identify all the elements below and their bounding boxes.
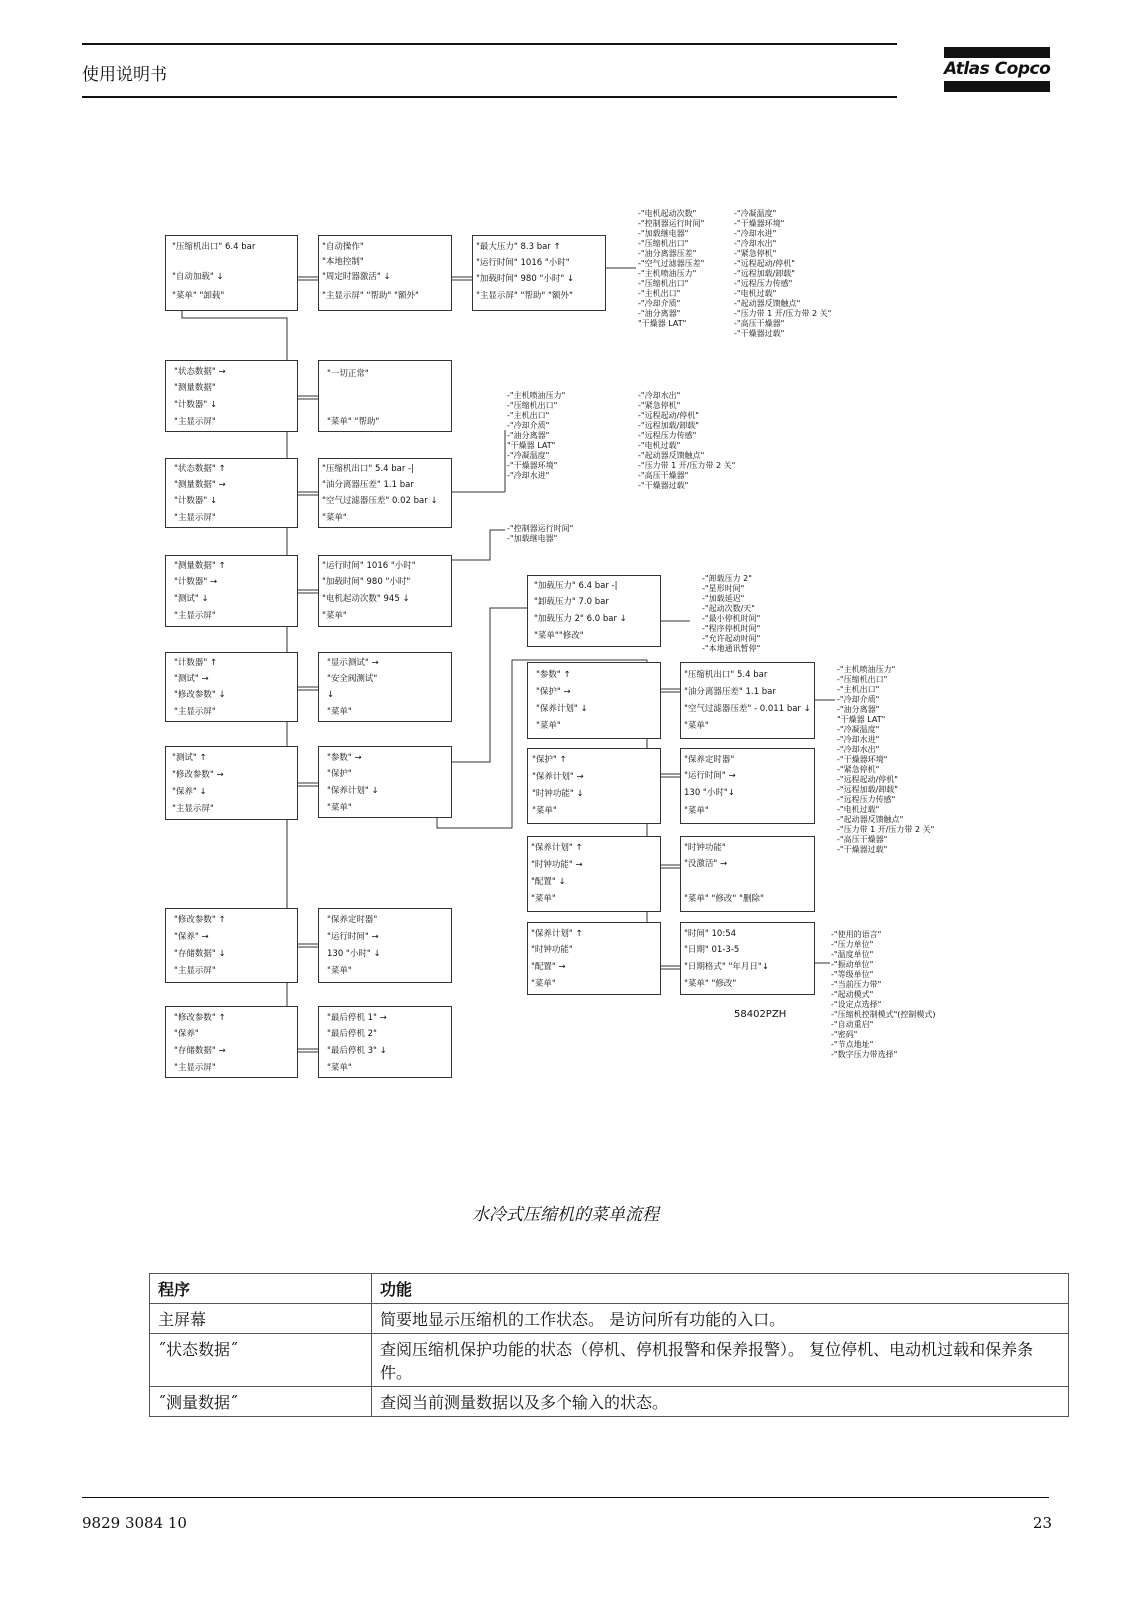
- box-line: "参数" →: [327, 753, 362, 763]
- table-cell: ˝测量数据˝: [150, 1387, 372, 1417]
- box-line: "菜单""修改": [534, 631, 584, 641]
- box-line: "加载压力 2" 6.0 bar ↓: [534, 614, 627, 624]
- menu-box-service-timer: [318, 908, 452, 983]
- box-line: 130 "小时"↓: [684, 788, 735, 798]
- box-line: "没激活" →: [684, 859, 728, 869]
- box-line: "时间" 10:54: [684, 929, 737, 939]
- box-line: ↓: [327, 690, 335, 700]
- box-line: "测试" ↑: [172, 753, 207, 763]
- box-line: "油分离器压差" 1.1 bar: [322, 480, 414, 490]
- note-list: -"冷却水出" -"紧急停机" -"远程起动/停机" -"远程加载/卸载" -"远程压力传感" -"电机过载" -"起动器反馈触点" -"压力带 1 开/压力带 2 关" -"高压干燥器" -"干燥器过载": [638, 391, 736, 490]
- box-line: "计数器" ↓: [174, 400, 218, 410]
- figure-code: 58402PZH: [734, 1009, 787, 1020]
- box-line: "保养定时器": [684, 755, 735, 765]
- box-line: "菜单" "卸载": [172, 291, 225, 301]
- box-line: "电机起动次数" 945 ↓: [322, 594, 410, 604]
- box-line: "保护" ↑: [532, 755, 567, 765]
- function-table: [149, 1273, 1069, 1417]
- box-line: "时钟功能" ↓: [532, 789, 584, 799]
- table-cell: ˝状态数据˝: [150, 1334, 372, 1387]
- menu-box-load-pressure: [527, 575, 661, 647]
- box-line: "保养" →: [174, 932, 209, 942]
- box-line: "显示测试" →: [327, 658, 379, 668]
- menu-box-all-ok: [318, 360, 452, 432]
- box-line: "最后停机 1" →: [327, 1013, 387, 1023]
- box-line: "配置" →: [531, 962, 566, 972]
- box-line: "菜单": [322, 513, 347, 523]
- menu-box-time-date: [680, 922, 815, 995]
- box-line: "时钟功能": [531, 945, 573, 955]
- box-line: "保养": [174, 1029, 199, 1039]
- menu-box-protection-values: [680, 662, 815, 739]
- logo-text: Atlas Copco: [944, 59, 1051, 79]
- menu-box-last-shutdowns: [318, 1006, 452, 1078]
- table-header-row: [150, 1274, 1069, 1304]
- box-line: "存储数据" →: [174, 1046, 226, 1056]
- note-list: -"主机喷油压力" -"压缩机出口" -"主机出口" -"冷却介质" -"油分离器" "干燥器 LAT" -"冷凝温度" -"冷却水进" -"冷却水出" -"干燥器环境" -"紧急停机" -"远程起动/停机" -"远程加载/卸载" -"远程压力传感" -"电机过载" -"起动器反馈触点" -"压力带 1 开/压力带 2 关" -"高压干燥器" -"干燥器过载": [837, 665, 935, 854]
- box-line: "保养" ↓: [172, 787, 207, 797]
- box-line: "菜单": [322, 611, 347, 621]
- table-row: [150, 1387, 1069, 1417]
- box-line: "菜单": [327, 1063, 352, 1073]
- box-line: "修改参数" →: [172, 770, 224, 780]
- box-line: "测量数据": [174, 383, 216, 393]
- box-line: "加载时间" 980 "小时" ↓: [476, 274, 575, 284]
- box-line: "最大压力" 8.3 bar ↑: [476, 242, 561, 252]
- box-line: "保养计划" ↓: [327, 786, 379, 796]
- table-row: [150, 1334, 1069, 1387]
- box-line: "菜单": [684, 721, 709, 731]
- box-line: "主显示屏": [174, 966, 216, 976]
- box-line: "菜单" "修改" "删除": [684, 894, 764, 904]
- box-line: "保养计划" ↑: [531, 843, 583, 853]
- box-line: "运行时间" →: [684, 771, 736, 781]
- box-line: "测试" →: [174, 674, 209, 684]
- box-line: "安全阀测试": [327, 674, 378, 684]
- menu-box-measured-values: [318, 458, 452, 528]
- box-line: "自动加载" ↓: [172, 272, 224, 282]
- menu-box-display-test: [318, 652, 452, 722]
- table-cell: 主屏幕: [150, 1304, 372, 1334]
- note-list: -"主机喷油压力" -"压缩机出口" -"主机出口" -"冷却介质" -"油分离器" "干燥器 LAT" -"冷凝温度" -"干燥器环境" -"冷却水进": [507, 391, 566, 480]
- menu-box-parameter-nav: [527, 662, 661, 739]
- menu-box-test: [165, 746, 298, 820]
- box-line: "压缩机出口" 6.4 bar: [172, 242, 256, 252]
- menu-box-config-nav: [527, 922, 661, 995]
- table-row: [150, 1304, 1069, 1334]
- box-line: "最后停机 3" ↓: [327, 1046, 387, 1056]
- note-list: -"卸载压力 2" -"星形时间" -"加载延迟" -"起动次数/天" -"最小停机时间" -"程序停机时间" -"允许起动时间" -"本地通讯暂停": [702, 574, 761, 653]
- box-line: "主显示屏": [174, 707, 216, 717]
- box-line: "日期格式" "年月日"↓: [684, 962, 769, 972]
- box-line: "主显示屏": [174, 417, 216, 427]
- menu-box-counters: [165, 652, 298, 722]
- box-line: "测量数据" →: [174, 480, 226, 490]
- box-line: "油分离器压差" 1.1 bar: [684, 687, 776, 697]
- box-line: "菜单": [327, 803, 352, 813]
- box-line: "压缩机出口" 5.4 bar -|: [322, 464, 414, 474]
- box-line: "保养计划" ↑: [531, 929, 583, 939]
- note-list: -"冷凝温度" -"干燥器环境" -"冷却水进" -"冷却水出" -"紧急停机" -"远程起动/停机" -"远程加载/卸载" -"远程压力传感" -"电机过载" -"起动器反馈触点" -"压力带 1 开/压力带 2 关" -"高压干燥器" -"干燥器过载": [734, 209, 832, 338]
- box-line: "修改参数" ↑: [174, 915, 226, 925]
- box-line: "周定时器激活" ↓: [322, 272, 391, 282]
- box-line: "保养计划" →: [532, 772, 584, 782]
- box-line: "加载时间" 980 "小时": [322, 577, 411, 587]
- box-line: "计数器" ↓: [174, 496, 218, 506]
- document-number: 9829 3084 10: [82, 1514, 187, 1532]
- menu-box-parameters: [318, 746, 452, 818]
- menu-box-modify-params: [165, 908, 298, 983]
- box-line: "菜单": [536, 721, 561, 731]
- box-line: "主显示屏" "帮助" "额外": [322, 291, 419, 301]
- box-line: "最后停机 2": [327, 1029, 377, 1039]
- box-line: "菜单": [327, 707, 352, 717]
- box-line: "状态数据" →: [174, 367, 226, 377]
- menu-box-service-timer-2: [680, 748, 815, 824]
- box-line: "配置" ↓: [531, 877, 566, 887]
- box-line: "时钟功能": [684, 843, 726, 853]
- box-line: "自动操作": [322, 242, 364, 252]
- note-list: -"电机起动次数" -"控制器运行时间" -"加载继电器" -"压缩机出口" -"油分离器压差" -"空气过滤器压差" -"主机喷油压力" -"压缩机出口" -"主机出口" -"冷却介质" -"油分离器" "干燥器 LAT": [638, 209, 705, 328]
- box-line: "菜单": [531, 894, 556, 904]
- menu-box-status-data-2: [165, 458, 298, 528]
- box-line: "菜单": [327, 966, 352, 976]
- box-line: "加载压力" 6.4 bar -|: [534, 581, 618, 591]
- table-cell: 简要地显示压缩机的工作状态。 是访问所有功能的入口。: [372, 1304, 1069, 1334]
- table-header: 程序: [150, 1274, 372, 1304]
- figure-caption: 水冷式压缩机的菜单流程: [472, 1205, 659, 1225]
- menu-box-status-data: [165, 360, 298, 432]
- box-line: "运行时间" →: [327, 932, 379, 942]
- menu-box-main-screen: [165, 235, 298, 311]
- page-number: 23: [1032, 1514, 1052, 1532]
- menu-box-protection-nav: [527, 748, 661, 824]
- box-line: "菜单" "帮助": [327, 417, 380, 427]
- box-line: "空气过滤器压差" - 0.011 bar ↓: [684, 704, 811, 714]
- table-cell: 查阅压缩机保护功能的状态（停机、停机报警和保养报警）。 复位停机、电动机过载和保养条件。: [372, 1334, 1069, 1387]
- box-line: "测试" ↓: [174, 594, 209, 604]
- box-line: "菜单": [684, 806, 709, 816]
- box-line: "时钟功能" →: [531, 860, 583, 870]
- box-line: "保护": [327, 769, 352, 779]
- box-line: "压缩机出口" 5.4 bar: [684, 670, 768, 680]
- box-line: "修改参数" ↓: [174, 690, 226, 700]
- box-line: "主显示屏" "帮助" "额外": [476, 291, 573, 301]
- box-line: "菜单" "修改": [684, 979, 737, 989]
- box-line: "菜单": [532, 806, 557, 816]
- menu-box-run-hours: [318, 555, 452, 627]
- box-line: "测量数据" ↑: [174, 561, 226, 571]
- box-line: "计数器" →: [174, 577, 218, 587]
- box-line: "菜单": [531, 979, 556, 989]
- box-line: 130 "小时" ↓: [327, 949, 381, 959]
- box-line: "计数器" ↑: [174, 658, 218, 668]
- menu-box-saved-data: [165, 1006, 298, 1078]
- box-line: "主显示屏": [174, 513, 216, 523]
- menu-box-measured-data: [165, 555, 298, 627]
- box-line: "主显示屏": [174, 1063, 216, 1073]
- note-list: -"控制器运行时间" -"加载继电器": [507, 524, 574, 543]
- table-header: 功能: [372, 1274, 1069, 1304]
- footer-rule: [82, 1497, 1049, 1498]
- menu-box-auto-operation: [318, 235, 452, 311]
- note-list: -"使用的语言" -"压力单位" -"温度单位" -"振动单位" -"等级单位" -"当前压力带" -"起动模式" -"设定点选择" -"压缩机控制模式"(控制模式) -"自动重启" -"密码" -"节点地址" -"数字压力带选择": [831, 930, 936, 1059]
- box-line: "状态数据" ↑: [174, 464, 226, 474]
- box-line: "运行时间" 1016 "小时": [476, 258, 570, 268]
- box-line: "主显示屏": [174, 611, 216, 621]
- box-line: "空气过滤器压差" 0.02 bar ↓: [322, 496, 438, 506]
- menu-box-max-pressure: [472, 235, 606, 311]
- box-line: "一切正常": [327, 369, 369, 379]
- box-line: "保养定时器": [327, 915, 378, 925]
- menu-box-service-plan-nav: [527, 836, 661, 912]
- box-line: "参数" ↑: [536, 670, 571, 680]
- document-title: 使用说明书: [82, 65, 167, 85]
- box-line: "保护" →: [536, 687, 571, 697]
- box-line: "修改参数" ↑: [174, 1013, 226, 1023]
- box-line: "卸载压力" 7.0 bar: [534, 597, 609, 607]
- box-line: "运行时间" 1016 "小时": [322, 561, 416, 571]
- box-line: "存储数据" ↓: [174, 949, 226, 959]
- table-cell: 查阅当前测量数据以及多个输入的状态。: [372, 1387, 1069, 1417]
- box-line: "保养计划" ↓: [536, 704, 588, 714]
- box-line: "本地控制": [322, 257, 364, 267]
- box-line: "主显示屏": [172, 804, 214, 814]
- box-line: "日期" 01-3-5: [684, 945, 740, 955]
- menu-box-clock-function: [680, 836, 815, 912]
